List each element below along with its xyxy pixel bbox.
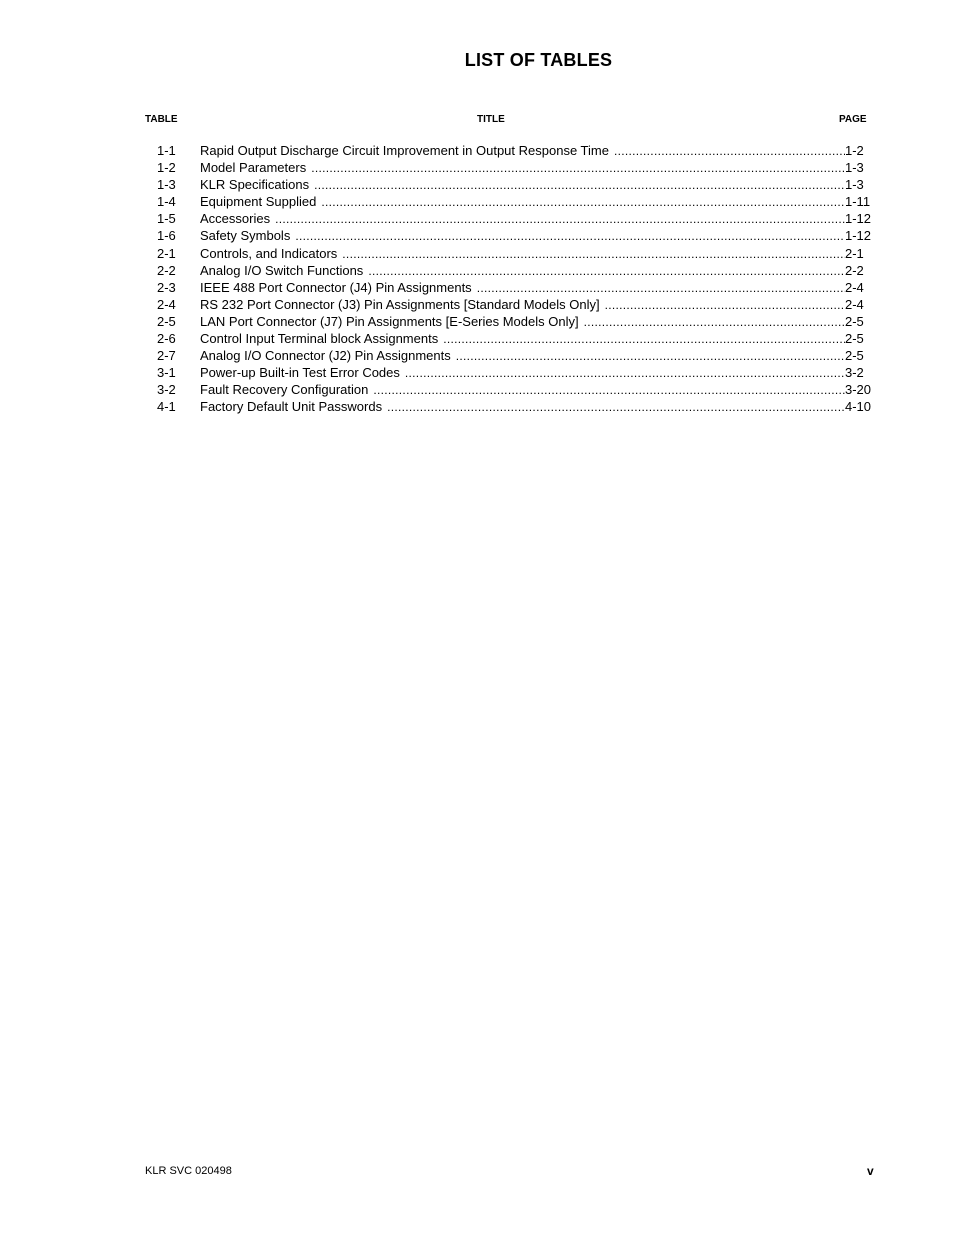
leader-dots	[314, 177, 845, 194]
leader-dots	[311, 160, 845, 177]
toc-entry-number: 2-5	[157, 313, 176, 329]
leader-dots	[477, 280, 845, 297]
toc-entry[interactable]	[0, 227, 954, 244]
toc-entry-page: 1-11	[845, 194, 871, 210]
leader-dots	[321, 194, 845, 211]
toc-entry-number: 3-1	[157, 365, 176, 381]
toc-entry-title: Analog I/O Switch Functions	[200, 262, 364, 278]
leader-dots	[373, 382, 845, 399]
toc-entry[interactable]	[0, 398, 954, 415]
toc-entry-number: 1-2	[157, 160, 176, 176]
table-of-contents-list	[0, 142, 954, 416]
footer-page-number: v	[867, 1164, 874, 1178]
toc-entry-title: LAN Port Connector (J7) Pin Assignments [E-Series Models Only]	[200, 313, 579, 329]
toc-entry[interactable]	[0, 176, 954, 193]
toc-entry-number: 1-3	[157, 177, 176, 193]
leader-dots	[387, 399, 845, 416]
leader-dots	[342, 246, 845, 263]
toc-entry[interactable]	[0, 347, 954, 364]
toc-entry-title: Fault Recovery Configuration	[200, 382, 369, 398]
toc-entry-number: 1-5	[157, 211, 176, 227]
toc-entry-page: 2-4	[845, 296, 864, 312]
toc-entry-title: Power-up Built-in Test Error Codes	[200, 365, 400, 381]
toc-entry[interactable]	[0, 245, 954, 262]
toc-entry-number: 1-6	[157, 228, 176, 244]
column-header-page: PAGE	[839, 114, 867, 125]
toc-entry-title: Accessories	[200, 211, 271, 227]
toc-entry-number: 1-4	[157, 194, 176, 210]
leader-dots	[443, 331, 845, 348]
toc-entry[interactable]	[0, 364, 954, 381]
toc-entry[interactable]	[0, 262, 954, 279]
toc-entry-number: 2-7	[157, 348, 176, 364]
toc-entry-title: RS 232 Port Connector (J3) Pin Assignments [Standard Models Only]	[200, 296, 600, 312]
toc-entry-page: 1-12	[845, 228, 872, 244]
toc-entry-page: 2-4	[845, 279, 864, 295]
column-header-table: TABLE	[145, 114, 178, 125]
leader-dots	[605, 297, 845, 314]
toc-entry-number: 2-1	[157, 245, 176, 261]
toc-entry-page: 1-2	[845, 143, 864, 158]
toc-entry-page: 3-2	[845, 365, 864, 381]
leader-dots	[405, 365, 845, 382]
toc-entry-page: 2-5	[845, 313, 864, 329]
toc-entry-number: 2-4	[157, 296, 176, 312]
toc-entry-page: 1-3	[845, 160, 864, 176]
leader-dots	[456, 348, 845, 365]
toc-entry[interactable]	[0, 210, 954, 227]
toc-entry-number: 4-1	[157, 399, 176, 415]
footer-document-id: KLR SVC 020498	[145, 1165, 232, 1177]
page-title: LIST OF TABLES	[464, 50, 613, 70]
toc-entry-page: 2-5	[845, 348, 864, 364]
toc-entry-page: 1-3	[845, 177, 864, 193]
toc-entry-number: 2-2	[157, 262, 176, 278]
toc-entry-title: Equipment Supplied	[200, 194, 317, 210]
leader-dots	[584, 314, 845, 331]
toc-entry-title: Factory Default Unit Passwords	[200, 399, 383, 415]
toc-entry[interactable]	[0, 279, 954, 296]
toc-entry-title: Control Input Terminal block Assignments	[200, 331, 439, 347]
toc-entry[interactable]	[0, 313, 954, 330]
toc-entry-page: 4-10	[845, 399, 872, 415]
toc-entry-title: Analog I/O Connector (J2) Pin Assignments	[200, 348, 451, 364]
toc-entry[interactable]	[0, 330, 954, 347]
leader-dots	[368, 263, 845, 280]
toc-entry-page: 2-1	[845, 245, 864, 261]
toc-entry-number: 3-2	[157, 382, 176, 398]
toc-entry-page: 2-5	[845, 331, 864, 347]
toc-entry-title: Controls, and Indicators	[200, 245, 338, 261]
toc-entry[interactable]	[0, 381, 954, 398]
leader-dots	[614, 143, 845, 160]
toc-entry-title: Model Parameters	[200, 160, 307, 176]
toc-entry-page: 2-2	[845, 262, 864, 278]
toc-entry-title: Rapid Output Discharge Circuit Improvement in Output Response Time	[200, 143, 609, 158]
leader-dots	[275, 211, 845, 228]
toc-entry[interactable]	[0, 159, 954, 176]
leader-dots	[295, 228, 845, 245]
toc-entry-title: KLR Specifications	[200, 177, 310, 193]
toc-entry-number: 2-3	[157, 279, 176, 295]
toc-entry-page: 3-20	[845, 382, 872, 398]
toc-entry-title: Safety Symbols	[200, 228, 291, 244]
toc-entry-number: 2-6	[157, 331, 176, 347]
toc-entry-page: 1-12	[845, 211, 872, 227]
toc-entry[interactable]	[0, 296, 954, 313]
toc-entry-number: 1-1	[157, 143, 176, 158]
toc-entry[interactable]	[0, 193, 954, 210]
toc-entry-title: IEEE 488 Port Connector (J4) Pin Assignments	[200, 279, 472, 295]
column-header-title: TITLE	[477, 114, 505, 125]
toc-entry[interactable]	[0, 142, 954, 159]
